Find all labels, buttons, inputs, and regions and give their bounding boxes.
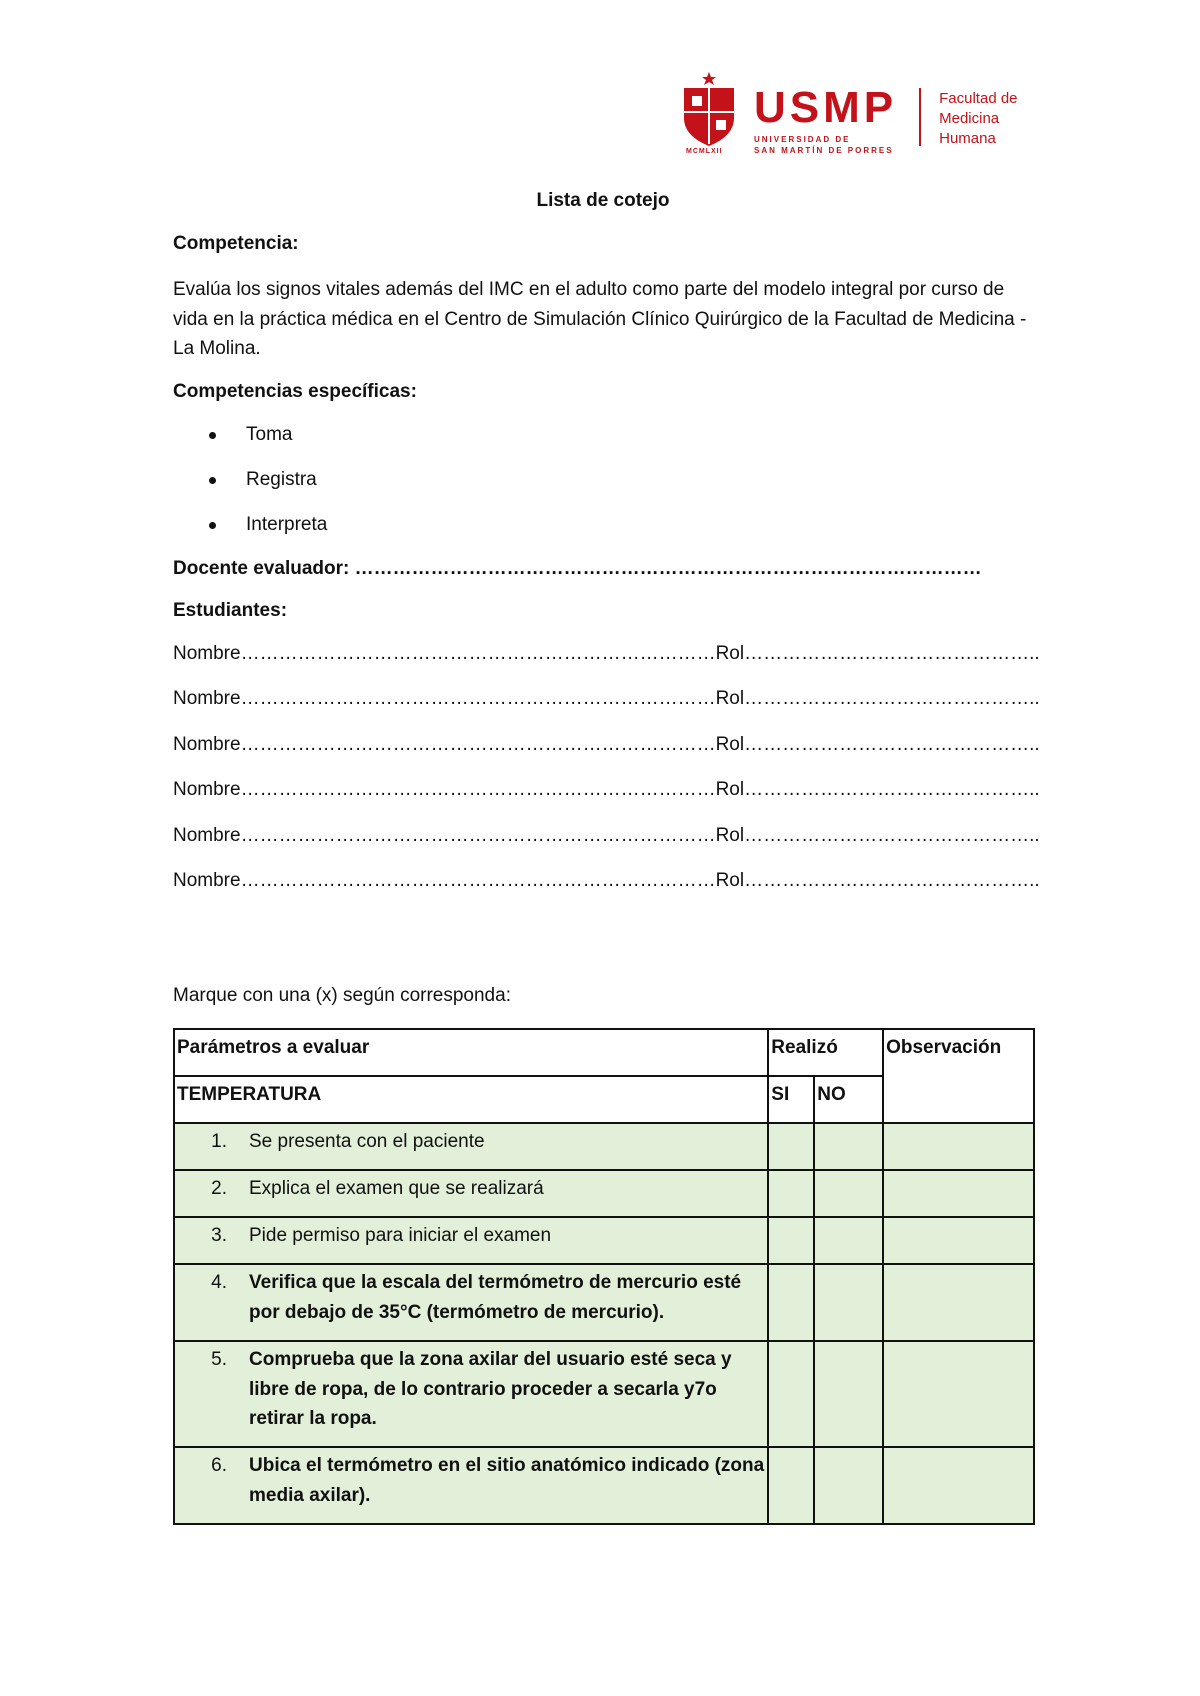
row-text: Pide permiso para iniciar el examen bbox=[249, 1225, 552, 1246]
docente-field[interactable]: ……………………………………………………………………………………… bbox=[354, 557, 982, 579]
si-cell[interactable] bbox=[768, 1123, 814, 1170]
observacion-cell[interactable] bbox=[883, 1447, 1034, 1524]
si-cell[interactable] bbox=[768, 1264, 814, 1341]
student-line[interactable]: Nombre…………………………………………………………………Rol……………………………………….. bbox=[173, 870, 1040, 891]
usmp-logo bbox=[682, 72, 1018, 158]
no-cell[interactable] bbox=[814, 1123, 883, 1170]
section-temperatura: TEMPERATURA bbox=[174, 1076, 768, 1123]
row-number: 1. bbox=[211, 1131, 227, 1152]
faculty-name bbox=[939, 89, 1017, 149]
estudiantes-label: Estudiantes: bbox=[173, 599, 288, 621]
checklist-table bbox=[173, 1028, 1035, 1525]
observacion-cell[interactable] bbox=[883, 1264, 1034, 1341]
brand-name: USMP bbox=[754, 83, 898, 132]
table-row bbox=[174, 1264, 1034, 1341]
table-row bbox=[174, 1170, 1034, 1217]
university-line-1: UNIVERSIDAD DE bbox=[754, 135, 851, 144]
si-cell[interactable] bbox=[768, 1341, 814, 1447]
competencias-especificas-label: Competencias específicas: bbox=[173, 380, 417, 402]
row-text: Se presenta con el paciente bbox=[249, 1131, 485, 1152]
list-item: Interpreta bbox=[173, 513, 1033, 537]
student-line[interactable]: Nombre…………………………………………………………………Rol……………………………………….. bbox=[173, 824, 1040, 846]
instruction-text: Marque con una (x) según corresponda: bbox=[173, 985, 511, 1006]
table-row bbox=[174, 1123, 1034, 1170]
competencias-list bbox=[173, 423, 1033, 537]
si-cell[interactable] bbox=[768, 1170, 814, 1217]
no-cell[interactable] bbox=[814, 1217, 883, 1264]
observacion-cell[interactable] bbox=[883, 1217, 1034, 1264]
no-cell[interactable] bbox=[814, 1264, 883, 1341]
competencia-text: Evalúa los signos vitales además del IMC en el adulto como parte del modelo integral por curso de vida en la práctica médica en el Centro de Simulación Clínico Quirúrgico de la Facultad de Medicina - La Molina. bbox=[173, 279, 1027, 359]
row-number: 3. bbox=[211, 1225, 227, 1246]
faculty-line-2: Medicina bbox=[939, 110, 1000, 127]
student-line[interactable]: Nombre…………………………………………………………………Rol……………………………………….. bbox=[173, 688, 1040, 709]
competencia-label: Competencia: bbox=[173, 233, 299, 254]
header-parametros: Parámetros a evaluar bbox=[174, 1029, 768, 1076]
faculty-line-3: Humana bbox=[939, 130, 996, 147]
si-cell[interactable] bbox=[768, 1447, 814, 1524]
docente-evaluador bbox=[173, 558, 1033, 580]
header-no: NO bbox=[814, 1076, 883, 1123]
docente-label: Docente evaluador: bbox=[173, 557, 350, 579]
si-cell[interactable] bbox=[768, 1217, 814, 1264]
logo-divider bbox=[919, 88, 921, 146]
shield-icon bbox=[682, 72, 736, 158]
header-observacion: Observación bbox=[883, 1029, 1034, 1123]
row-number: 2. bbox=[211, 1178, 227, 1199]
row-number: 4. bbox=[211, 1272, 227, 1293]
row-text: Verifica que la escala del termómetro de mercurio esté por debajo de 35°C (termómetro de mercurio). bbox=[249, 1272, 742, 1323]
row-number: 5. bbox=[211, 1349, 227, 1370]
table-row bbox=[174, 1447, 1034, 1524]
header-realizo: Realizó bbox=[768, 1029, 883, 1076]
row-text: Comprueba que la zona axilar del usuario esté seca y libre de ropa, de lo contrario proceder a secarla y7o retirar la ropa. bbox=[249, 1349, 732, 1429]
university-line-2: SAN MARTÍN DE PORRES bbox=[754, 146, 894, 155]
document-body bbox=[173, 190, 1040, 915]
table-row bbox=[174, 1217, 1034, 1264]
list-item: Toma bbox=[173, 423, 1033, 447]
observacion-cell[interactable] bbox=[883, 1123, 1034, 1170]
roman-year: MCMLXII bbox=[686, 148, 723, 155]
table-row bbox=[174, 1341, 1034, 1447]
header-si: SI bbox=[768, 1076, 814, 1123]
no-cell[interactable] bbox=[814, 1170, 883, 1217]
no-cell[interactable] bbox=[814, 1447, 883, 1524]
student-line[interactable]: Nombre…………………………………………………………………Rol……………………………………….. bbox=[173, 642, 1040, 664]
row-text: Ubica el termómetro en el sitio anatómico indicado (zona media axilar). bbox=[249, 1455, 765, 1506]
observacion-cell[interactable] bbox=[883, 1170, 1034, 1217]
observacion-cell[interactable] bbox=[883, 1341, 1034, 1447]
student-line[interactable]: Nombre…………………………………………………………………Rol……………………………………….. bbox=[173, 779, 1040, 800]
row-number: 6. bbox=[211, 1455, 227, 1476]
row-text: Explica el examen que se realizará bbox=[249, 1178, 544, 1199]
faculty-line-1: Facultad de bbox=[939, 90, 1018, 107]
list-item: Registra bbox=[173, 468, 1033, 492]
student-line[interactable]: Nombre…………………………………………………………………Rol……………………………………….. bbox=[173, 733, 1040, 755]
no-cell[interactable] bbox=[814, 1341, 883, 1447]
page-title: Lista de cotejo bbox=[536, 190, 670, 211]
